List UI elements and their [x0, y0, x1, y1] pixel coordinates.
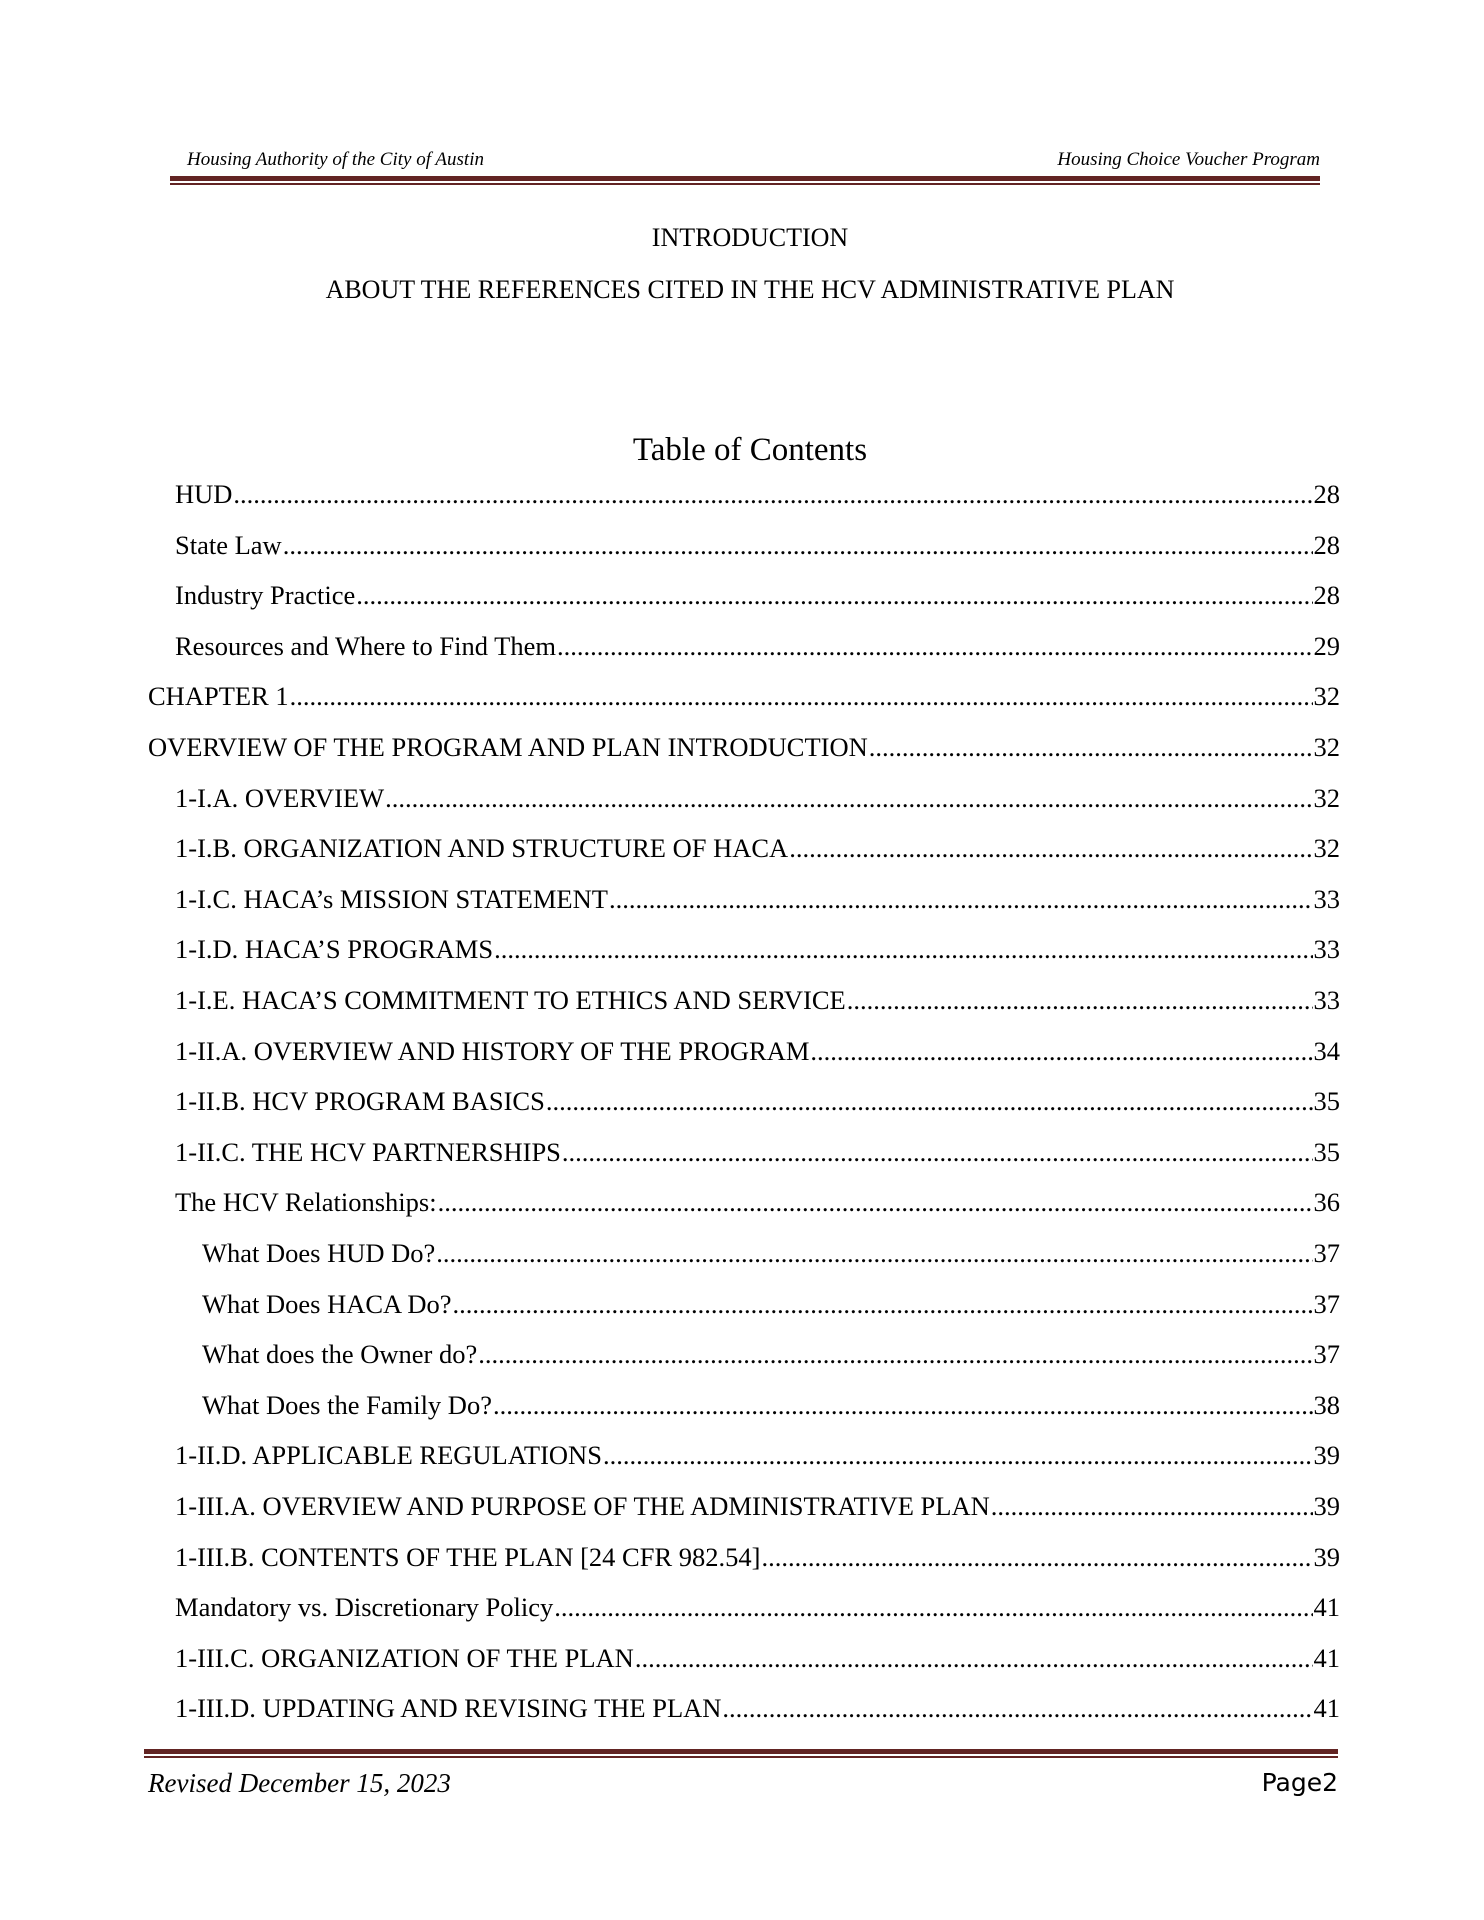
toc-entry[interactable]: [175, 831, 1340, 865]
toc-entry-title: 1-I.D. HACA’S PROGRAMS: [175, 934, 494, 964]
toc-entry-page: 28: [1313, 530, 1340, 560]
toc-entry[interactable]: [202, 1236, 1340, 1270]
toc-leader-dots: [546, 1084, 1313, 1118]
toc-entry[interactable]: [175, 1034, 1340, 1068]
toc-entry[interactable]: [175, 1438, 1340, 1472]
toc-leader-dots: [635, 1641, 1313, 1675]
toc-entry-page: 35: [1313, 1137, 1340, 1167]
footer-rule: [144, 1749, 1338, 1754]
toc-entry-title: 1-I.B. ORGANIZATION AND STRUCTURE OF HACA: [175, 833, 789, 863]
toc-entry-title: What Does the Family Do?: [202, 1390, 492, 1420]
footer-revision-date: Revised December 15, 2023: [148, 1768, 451, 1798]
toc-entry-title: State Law: [175, 530, 282, 560]
toc-entry-page: 28: [1313, 580, 1340, 610]
toc-entry-title: Industry Practice: [175, 580, 356, 610]
toc-entry-page: 35: [1313, 1086, 1340, 1116]
toc-entry[interactable]: [175, 1185, 1340, 1219]
toc-entry-page: 41: [1313, 1693, 1340, 1723]
header-right: Housing Choice Voucher Program: [1057, 149, 1320, 170]
toc-entry-page: 41: [1313, 1592, 1340, 1622]
toc-leader-dots: [609, 882, 1313, 916]
toc-entry-page: 32: [1313, 833, 1340, 863]
toc-title: Table of Contents: [632, 432, 868, 468]
toc-entry-title: 1-II.D. APPLICABLE REGULATIONS: [175, 1440, 602, 1470]
toc-entry-title: HUD: [175, 479, 233, 509]
toc-entry-page: 32: [1313, 732, 1340, 762]
footer-rule-thin: [144, 1756, 1338, 1758]
header-left: Housing Authority of the City of Austin: [187, 149, 484, 170]
toc-leader-dots: [869, 730, 1313, 764]
toc-entry-title: CHAPTER 1: [148, 681, 289, 711]
header-rule: [170, 176, 1320, 181]
toc-leader-dots: [385, 781, 1312, 815]
toc-entry[interactable]: [202, 1388, 1340, 1422]
toc-entry[interactable]: [175, 983, 1340, 1017]
toc-entry-page: 38: [1313, 1390, 1340, 1420]
toc-entry-title: 1-III.A. OVERVIEW AND PURPOSE OF THE ADMINISTRATIVE PLAN: [175, 1491, 990, 1521]
toc-leader-dots: [810, 1034, 1312, 1068]
toc-entry[interactable]: [175, 629, 1340, 663]
toc-entry-title: Mandatory vs. Discretionary Policy: [175, 1592, 554, 1622]
toc-entry-title: What Does HUD Do?: [202, 1238, 436, 1268]
toc-leader-dots: [562, 1135, 1313, 1169]
toc-entry-page: 32: [1313, 783, 1340, 813]
toc-entry[interactable]: [175, 477, 1340, 511]
toc-entry[interactable]: [175, 1489, 1340, 1523]
intro-heading: INTRODUCTION: [651, 223, 849, 252]
toc-entry[interactable]: [175, 882, 1340, 916]
toc-entry-title: 1-III.C. ORGANIZATION OF THE PLAN: [175, 1643, 634, 1673]
toc-leader-dots: [436, 1236, 1312, 1270]
toc-entry-page: 39: [1313, 1440, 1340, 1470]
toc-entry-page: 37: [1313, 1238, 1340, 1268]
toc-leader-dots: [789, 831, 1312, 865]
toc-leader-dots: [356, 578, 1312, 612]
toc-entry[interactable]: [175, 1135, 1340, 1169]
toc-leader-dots: [847, 983, 1313, 1017]
toc-entry-page: 36: [1313, 1187, 1340, 1217]
toc-entry-title: 1-II.C. THE HCV PARTNERSHIPS: [175, 1137, 561, 1167]
toc-entry-page: 39: [1313, 1491, 1340, 1521]
toc-entry[interactable]: [175, 932, 1340, 966]
toc-leader-dots: [603, 1438, 1313, 1472]
toc-entry[interactable]: [148, 730, 1340, 764]
toc-entry-page: 32: [1313, 681, 1340, 711]
toc-entry-title: The HCV Relationships:: [175, 1187, 437, 1217]
toc-entry[interactable]: [175, 1084, 1340, 1118]
toc-entry-page: 39: [1313, 1542, 1340, 1572]
toc-leader-dots: [453, 1287, 1313, 1321]
toc-entry-title: Resources and Where to Find Them: [175, 631, 556, 661]
toc-leader-dots: [991, 1489, 1313, 1523]
toc-entry[interactable]: [175, 1540, 1340, 1574]
toc-leader-dots: [761, 1540, 1312, 1574]
toc-entry[interactable]: [175, 1691, 1340, 1725]
toc-entry-title: 1-II.A. OVERVIEW AND HISTORY OF THE PROGRAM: [175, 1036, 810, 1066]
toc-leader-dots: [478, 1337, 1312, 1371]
toc-entry[interactable]: [175, 1590, 1340, 1624]
toc-entry-page: 33: [1313, 884, 1340, 914]
toc-leader-dots: [438, 1185, 1313, 1219]
toc-entry-title: 1-I.E. HACA’S COMMITMENT TO ETHICS AND SERVICE: [175, 985, 846, 1015]
toc-entry-title: What does the Owner do?: [202, 1339, 478, 1369]
toc-entry-page: 37: [1313, 1289, 1340, 1319]
toc-entry[interactable]: [202, 1337, 1340, 1371]
toc-entry-page: 28: [1313, 479, 1340, 509]
intro-subheading: ABOUT THE REFERENCES CITED IN THE HCV ADMINISTRATIVE PLAN: [325, 275, 1175, 304]
toc-entry[interactable]: [175, 1641, 1340, 1675]
toc-leader-dots: [233, 477, 1312, 511]
footer-page-number: Page2: [1261, 1768, 1338, 1797]
toc-entry-title: What Does HACA Do?: [202, 1289, 452, 1319]
toc-entry-title: 1-I.C. HACA’s MISSION STATEMENT: [175, 884, 608, 914]
toc-entry[interactable]: [175, 528, 1340, 562]
toc-entry-page: 33: [1313, 985, 1340, 1015]
toc-entry-page: 41: [1313, 1643, 1340, 1673]
toc-entry[interactable]: [148, 679, 1340, 713]
toc-leader-dots: [722, 1691, 1312, 1725]
toc-entry-page: 29: [1313, 631, 1340, 661]
toc-leader-dots: [557, 629, 1313, 663]
toc-leader-dots: [554, 1590, 1312, 1624]
toc-leader-dots: [283, 528, 1313, 562]
toc-leader-dots: [290, 679, 1313, 713]
toc-leader-dots: [494, 932, 1312, 966]
toc-entry-page: 33: [1313, 934, 1340, 964]
toc-leader-dots: [493, 1388, 1313, 1422]
toc-entry-title: OVERVIEW OF THE PROGRAM AND PLAN INTRODUCTION: [148, 732, 868, 762]
toc-entry[interactable]: [175, 781, 1340, 815]
toc-entry-page: 34: [1313, 1036, 1340, 1066]
toc-entry[interactable]: [175, 578, 1340, 612]
toc-entry-title: 1-III.D. UPDATING AND REVISING THE PLAN: [175, 1693, 722, 1723]
header-rule-thin: [170, 183, 1320, 185]
toc-entry-title: 1-I.A. OVERVIEW: [175, 783, 385, 813]
toc-entry[interactable]: [202, 1287, 1340, 1321]
toc-entry-title: 1-II.B. HCV PROGRAM BASICS: [175, 1086, 545, 1116]
toc-entry-page: 37: [1313, 1339, 1340, 1369]
toc-entry-title: 1-III.B. CONTENTS OF THE PLAN [24 CFR 982.54]: [175, 1542, 761, 1572]
